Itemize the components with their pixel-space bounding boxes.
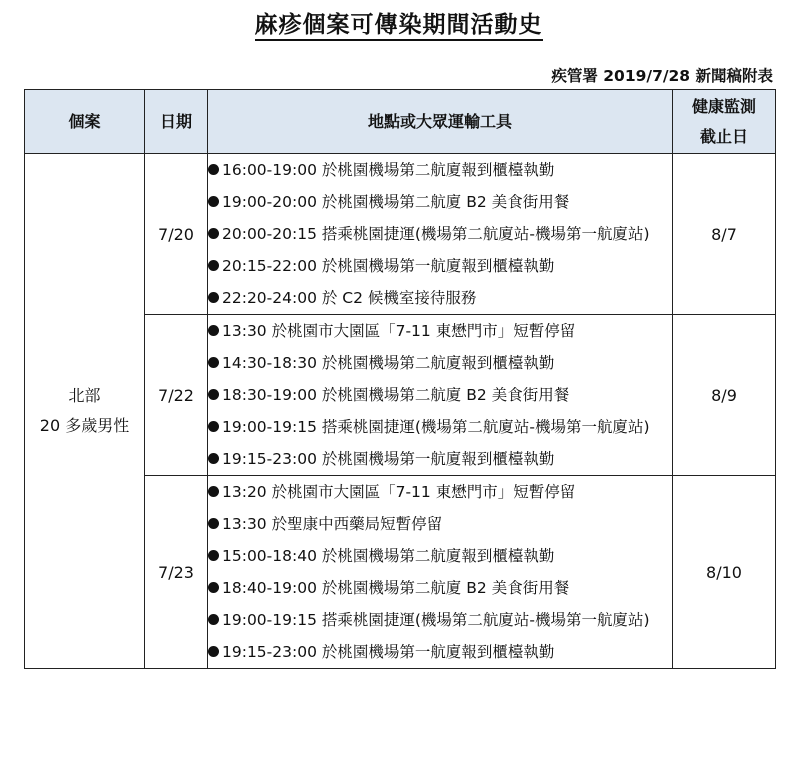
activity-item: 18:40-19:00 於桃園機場第二航廈 B2 美食街用餐: [208, 572, 672, 604]
date-cell: 7/23: [145, 476, 208, 669]
table-row: [25, 154, 776, 315]
activity-item: 13:30 於聖康中西藥局短暫停留: [208, 508, 672, 540]
activity-item: 19:15-23:00 於桃園機場第一航廈報到櫃檯執勤: [208, 636, 672, 668]
header-date: 日期: [145, 90, 208, 154]
activity-item: 19:00-19:15 搭乘桃園捷運(機場第二航廈站-機場第一航廈站): [208, 411, 672, 443]
activity-item: 20:00-20:15 搭乘桃園捷運(機場第二航廈站-機場第一航廈站): [208, 218, 672, 250]
monitor-until-cell: 8/10: [673, 476, 776, 669]
case-cell: [25, 154, 145, 669]
activity-item: 18:30-19:00 於桃園機場第二航廈 B2 美食街用餐: [208, 379, 672, 411]
activity-item: 22:20-24:00 於 C2 候機室接待服務: [208, 282, 672, 314]
header-monitor-line2: 截止日: [699, 126, 748, 146]
case-description: 20 多歲男性: [39, 416, 130, 435]
bullet-icon: [208, 196, 219, 207]
activity-item: 19:15-23:00 於桃園機場第一航廈報到櫃檯執勤: [208, 443, 672, 475]
bullet-icon: [208, 550, 219, 561]
monitor-until-cell: 8/9: [673, 315, 776, 476]
activity-item: 19:00-19:15 搭乘桃園捷運(機場第二航廈站-機場第一航廈站): [208, 604, 672, 636]
header-monitor-line1: 健康監測: [691, 96, 756, 116]
activity-item: 13:20 於桃園市大園區「7-11 東懋門市」短暫停留: [208, 476, 672, 508]
activities-cell: [208, 315, 673, 476]
header-monitor-until: [673, 90, 776, 154]
bullet-icon: [208, 486, 219, 497]
activities-cell: [208, 154, 673, 315]
table-header-row: [25, 90, 776, 154]
bullet-icon: [208, 228, 219, 239]
activity-table: [24, 89, 776, 669]
bullet-icon: [208, 453, 219, 464]
activity-item: 20:15-22:00 於桃園機場第一航廈報到櫃檯執勤: [208, 250, 672, 282]
document-source: 疾管署 2019/7/28 新聞稿附表: [551, 67, 773, 85]
document-title: [0, 6, 797, 39]
header-location: 地點或大眾運輸工具: [208, 90, 673, 154]
bullet-icon: [208, 357, 219, 368]
activity-item: 15:00-18:40 於桃園機場第二航廈報到櫃檯執勤: [208, 540, 672, 572]
activity-item: 13:30 於桃園市大園區「7-11 東懋門市」短暫停留: [208, 315, 672, 347]
date-cell: 7/22: [145, 315, 208, 476]
bullet-icon: [208, 421, 219, 432]
activity-item: 14:30-18:30 於桃園機場第二航廈報到櫃檯執勤: [208, 347, 672, 379]
document-title-text: 麻疹個案可傳染期間活動史: [255, 12, 543, 41]
activity-item: 19:00-20:00 於桃園機場第二航廈 B2 美食街用餐: [208, 186, 672, 218]
bullet-icon: [208, 389, 219, 400]
bullet-icon: [208, 582, 219, 593]
activities-cell: [208, 476, 673, 669]
bullet-icon: [208, 164, 219, 175]
bullet-icon: [208, 325, 219, 336]
bullet-icon: [208, 518, 219, 529]
bullet-icon: [208, 292, 219, 303]
bullet-icon: [208, 646, 219, 657]
bullet-icon: [208, 614, 219, 625]
monitor-until-cell: 8/7: [673, 154, 776, 315]
activity-item: 16:00-19:00 於桃園機場第二航廈報到櫃檯執勤: [208, 154, 672, 186]
bullet-icon: [208, 260, 219, 271]
date-cell: 7/20: [145, 154, 208, 315]
header-case: 個案: [25, 90, 145, 154]
case-region: 北部: [68, 386, 101, 405]
